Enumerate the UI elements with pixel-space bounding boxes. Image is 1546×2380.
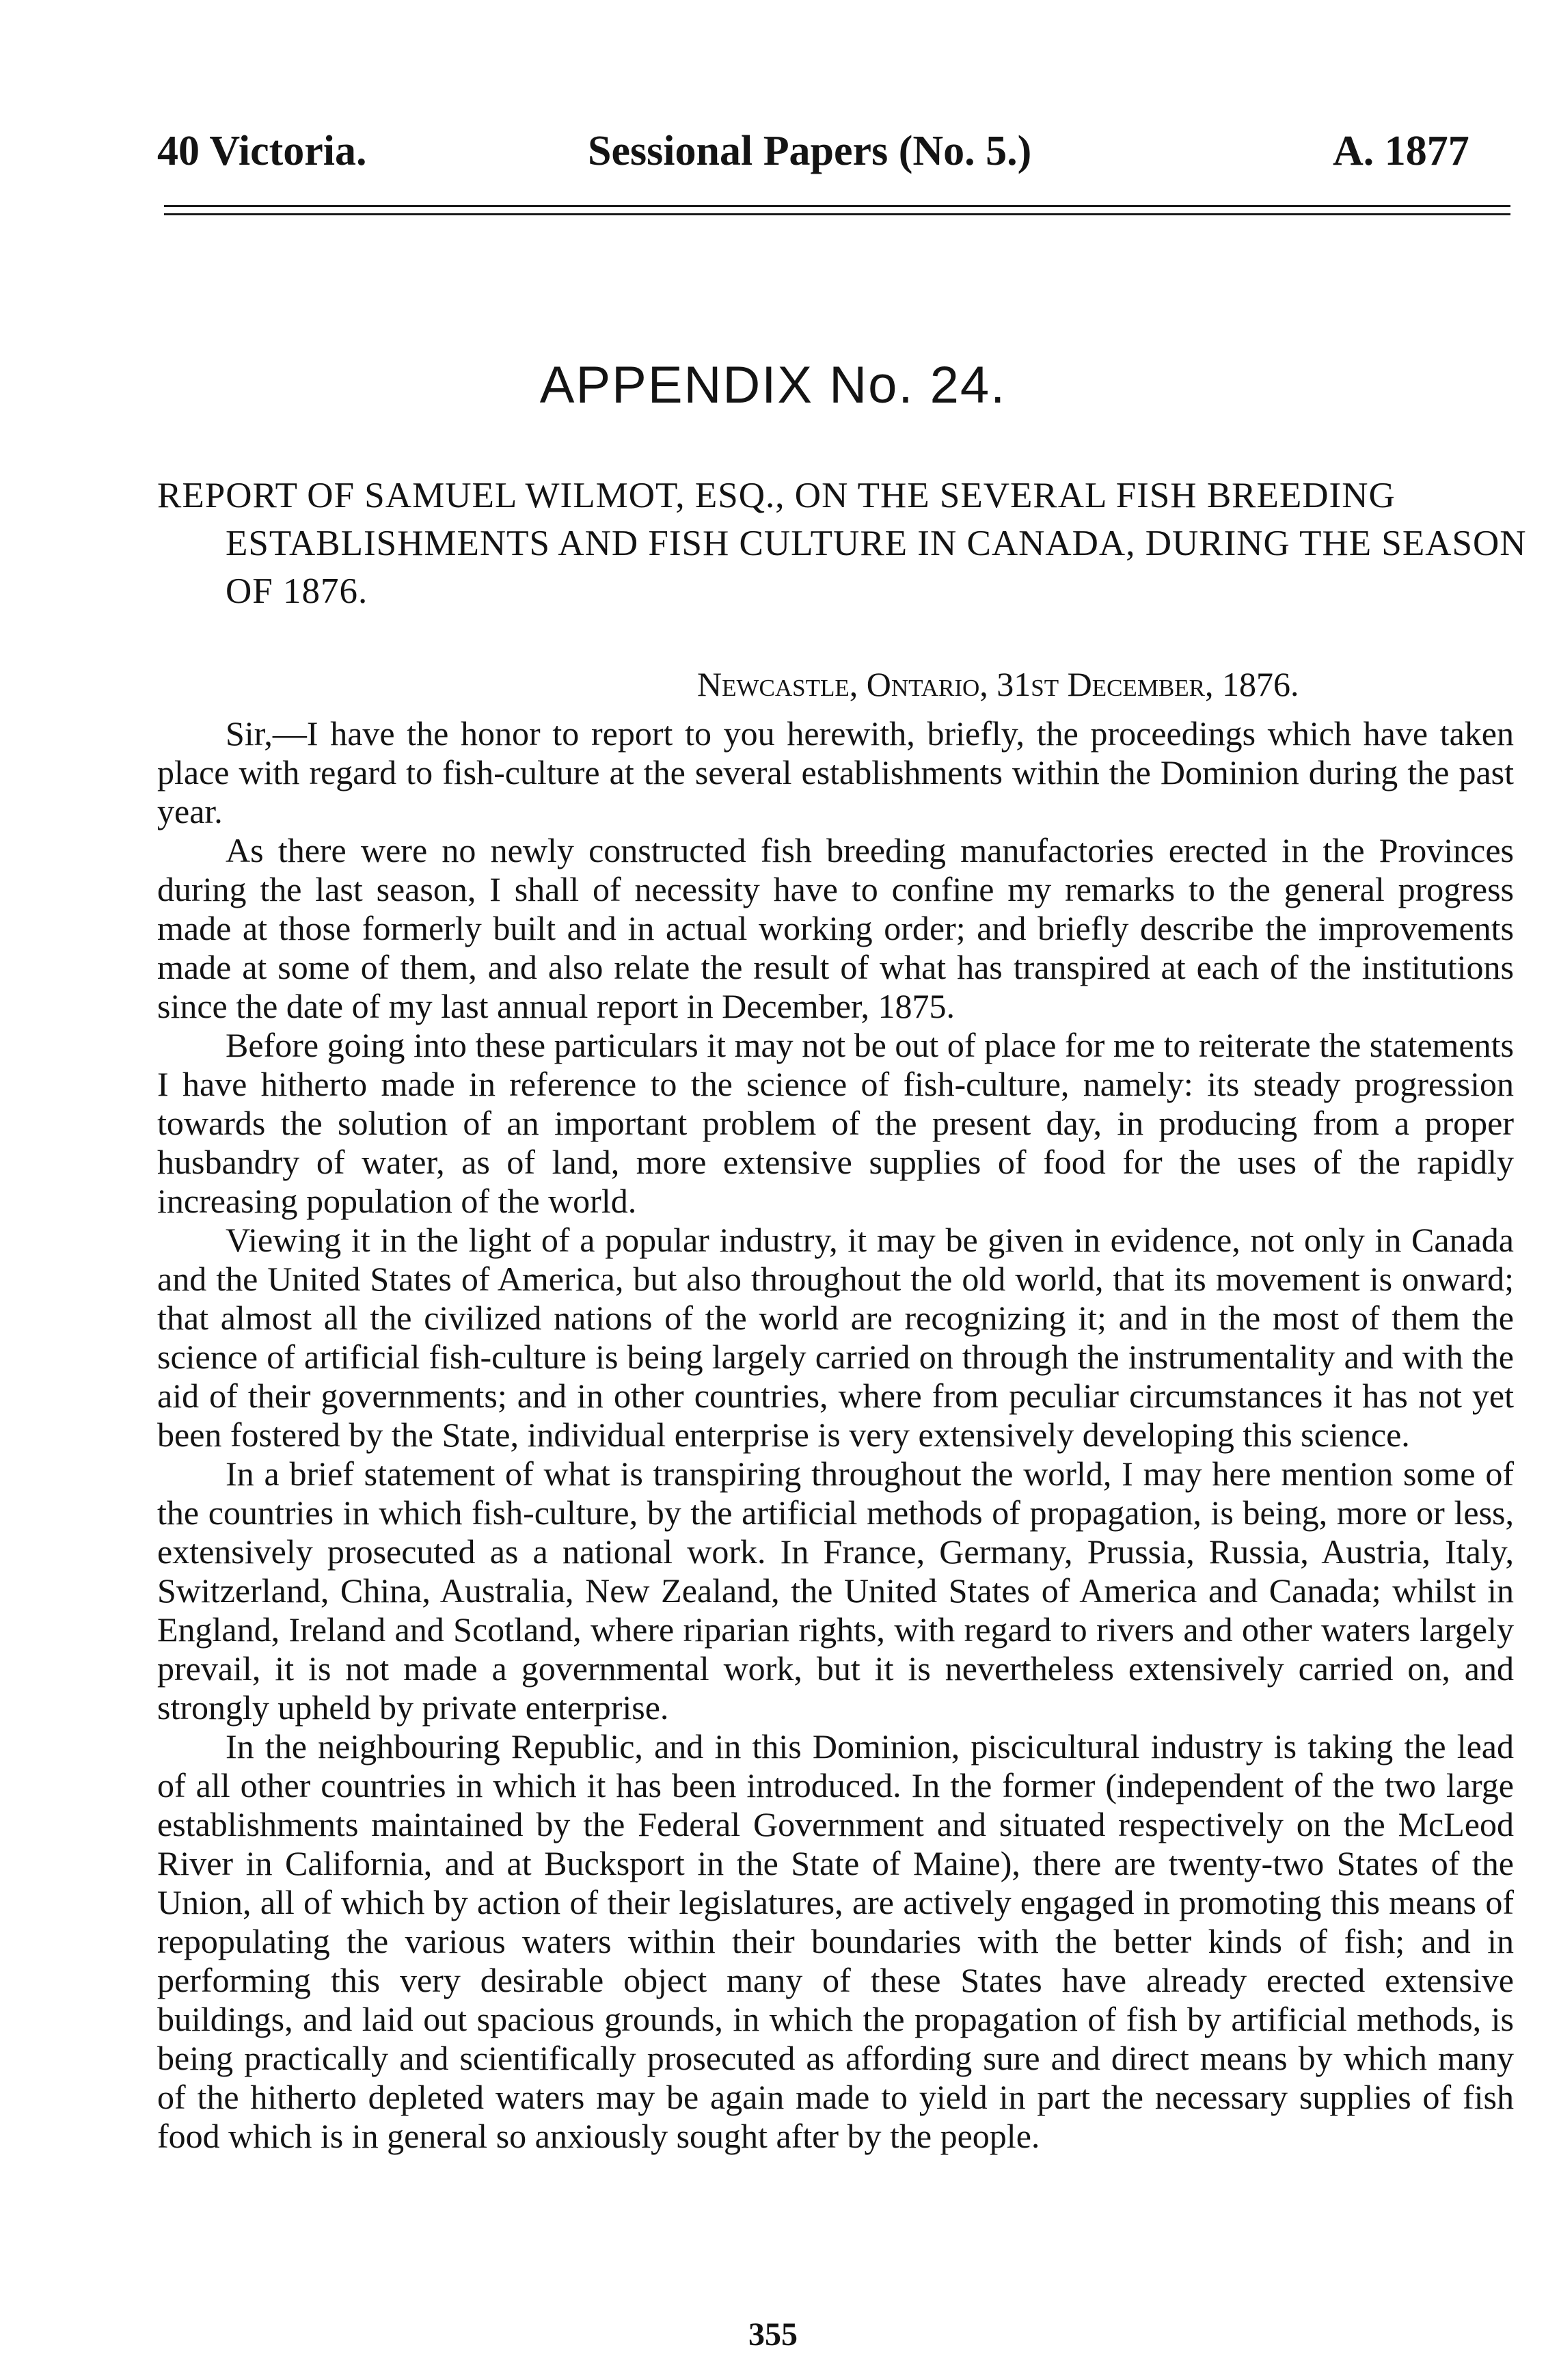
paragraph: Sir,—I have the honor to report to you herewith, briefly, the proceedings which have taken place with regard to fish-culture at the several establishments within the Dominion during the past year. — [157, 714, 1514, 830]
running-header — [157, 127, 1507, 182]
paragraph: As there were no newly constructed fish breeding manufactories erected in the Provinces during the last season, I shall of necessity have to confine my remarks to the general progress made at those formerly built and in actual working order; and briefly describe the improvements made at some of them, and also relate the result of what has transpired at each of the institutions since the date of my last annual report in December, 1875. — [157, 831, 1514, 1025]
report-title: REPORT OF SAMUEL WILMOT, ESQ., ON THE SEVERAL FISH BREEDING ESTABLISHMENTS AND FISH CULTURE IN CANADA, DURING THE SEASON OF 1876. — [157, 476, 1527, 611]
paragraph: In the neighbouring Republic, and in this Dominion, piscicultural industry is taking the lead of all other countries in which it has been introduced. In the former (independent of the two large establishments maintained by the Federal Government and situated respectively on the McLeod River in California, and at Bucksport in the State of Maine), there are twenty-two States of the Union, all of which by action of their legislatures, are actively engaged in promoting this means of repopulating the various waters within their boundaries with the better kinds of fish; and in performing this very desirable object many of these States have already erected extensive buildings, and laid out spacious grounds, in which the propagation of fish by artificial methods, is being practically and scientifically prosecuted as affording sure and direct means by which many of the hitherto depleted waters may be again made to yield in part the necessary supplies of fish food which is in general so anxiously sought after by the people. — [157, 1727, 1514, 2155]
header-session: 40 Victoria. — [157, 128, 367, 174]
paragraph: In a brief statement of what is transpiring throughout the world, I may here mention some of the countries in which fish-culture, by the artificial methods of propagation, is being, more or less, extensively prosecuted as a national work. In France, Germany, Prussia, Russia, Austria, Italy, Switzerland, China, Australia, New Zealand, the United States of America and Canada; whilst in England, Ireland and Scotland, where riparian rights, with regard to rivers and other waters largely prevail, it is not made a governmental work, but it is nevertheless extensively carried on, and strongly upheld by private enterprise. — [157, 1455, 1514, 1727]
paragraph: Viewing it in the light of a popular industry, it may be given in evidence, not only in Canada and the United States of America, but also throughout the old world, that its movement is onward; that almost all the civilized nations of the world are recognizing it; and in the most of them the science of artificial fish-culture is being largely carried on through the instrumentality and with the aid of their governments; and in other countries, where from peculiar circumstances it has not yet been fostered by the State, individual enterprise is very extensively developing this science. — [157, 1221, 1514, 1454]
appendix-title: APPENDIX No. 24. — [539, 356, 1007, 414]
header-rule-top — [164, 205, 1510, 207]
header-rule-bottom — [164, 213, 1510, 215]
report-body — [157, 714, 1514, 2156]
header-year: A. 1877 — [1333, 128, 1469, 174]
dateline: Newcastle, Ontario, 31st December, 1876. — [697, 665, 1299, 703]
page-number: 355 — [748, 2316, 798, 2353]
header-sessional-papers: Sessional Papers (No. 5.) — [588, 128, 1032, 174]
paragraph: Before going into these particulars it may not be out of place for me to reiterate the statements I have hitherto made in reference to the science of fish-culture, namely: its steady progression towards the solution of an important problem of the present day, in producing from a proper husbandry of water, as of land, more extensive supplies of food for the uses of the rapidly increasing population of the world. — [157, 1026, 1514, 1220]
